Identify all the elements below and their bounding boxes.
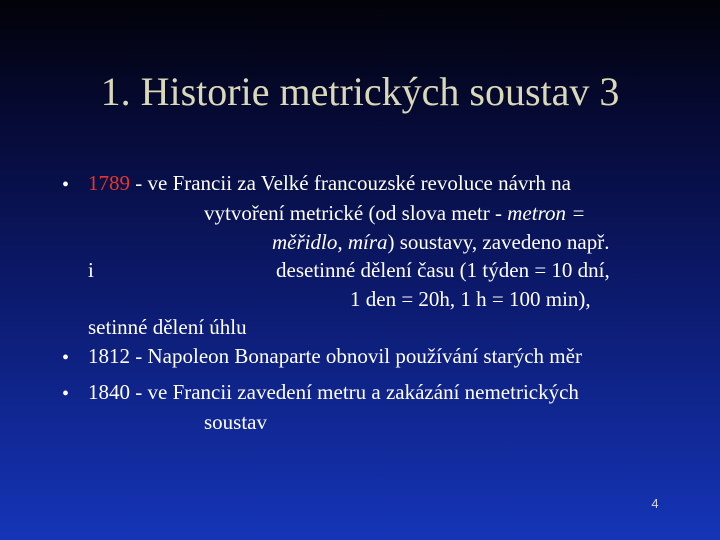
bullet-1-year: 1789 [88, 171, 130, 195]
bullet-3-line-1: 1840 - ve Francii zavedení metru a zakázání nemetrických [88, 380, 579, 404]
bullet-1-line-6: setinné dělení úhlu [88, 315, 247, 339]
bullet-1-line-2-italic: metron = [507, 201, 586, 225]
page-number: 4 [651, 496, 659, 511]
bullet-1-line-1 [88, 170, 571, 196]
bullet-1-line-3-italic: měřidlo, míra [272, 230, 388, 254]
bullet-1-marker: • [62, 174, 70, 196]
bullet-1-line-4-right: desetinné dělení času (1 týden = 10 dní, [276, 258, 610, 282]
bullet-3-line-2: soustav [204, 410, 267, 434]
bullet-2-line-1: 1812 - Napoleon Bonaparte obnovil používání starých měr [88, 344, 582, 368]
bullet-1-line-1-text: - ve Francii za Velké francouzské revoluce návrh na [130, 171, 571, 195]
slide-title: 1. Historie metrických soustav 3 [100, 69, 620, 114]
bullet-1-line-3 [272, 229, 609, 255]
bullet-2-marker: • [62, 347, 70, 369]
bullet-1-line-4-left: i [88, 258, 94, 282]
bullet-1-line-5: 1 den = 20h, 1 h = 100 min), [350, 287, 591, 311]
bullet-3-marker: • [62, 383, 70, 405]
bullet-1-line-3-text: ) soustavy, zavedeno např. [387, 230, 610, 254]
bullet-1-line-2-text: vytvoření metrické (od slova metr - [204, 201, 508, 225]
bullet-1-line-2 [204, 200, 585, 226]
